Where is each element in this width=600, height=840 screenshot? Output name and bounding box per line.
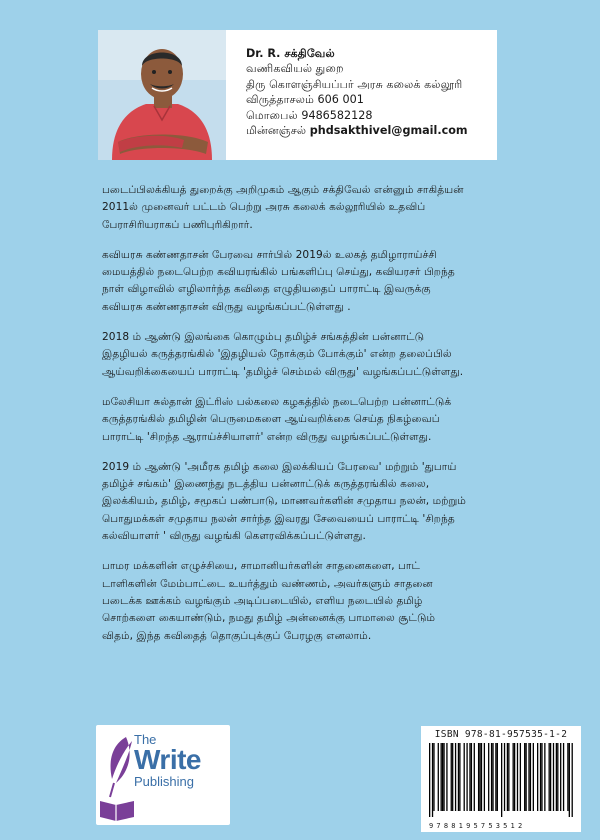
barcode-bar [550, 743, 551, 811]
publisher-logo [96, 725, 230, 825]
author-email-row [246, 123, 468, 138]
author-bio [102, 182, 588, 658]
bio-line: 2019 ம் ஆண்டு 'அமீரக தமிழ் கலை இலக்கியப் பேரவை' மற்றும் 'துபாய் [102, 460, 457, 473]
barcode-bar [567, 743, 568, 811]
barcode-bar [514, 743, 515, 811]
barcode-bar [517, 743, 518, 811]
barcode-bar [484, 743, 485, 811]
bio-paragraph-5 [102, 459, 588, 545]
barcode-bar [488, 743, 489, 811]
bio-line: நாள் விழாவில் எழிலார்ந்த கவிதை எழுதியதைப் பாராட்டி இவருக்கு [102, 283, 431, 296]
barcode-bar [443, 743, 444, 811]
barcode-digits: 9788195753512 [429, 822, 526, 830]
barcode-bar [479, 743, 480, 811]
barcode-bar [458, 743, 459, 811]
mobile-label: மொபைல் [246, 108, 298, 122]
barcode-bar [556, 743, 557, 811]
barcode-bar [481, 743, 482, 811]
bio-line: தமிழ்ச் சங்கம்' இணைந்து நடத்திய பன்னாட்டுக் கருத்தரங்கில் கலை, [102, 478, 430, 491]
logo-the: The [134, 732, 157, 747]
barcode-bar [492, 743, 493, 811]
bio-line: பேராசிரியராகப் பணிபுரிகிறார். [102, 218, 253, 231]
bio-line: கல்வியாளர் ' விருது வழங்கி கௌரவிக்கப்பட்டுள்ளது. [102, 530, 366, 543]
barcode-bar [433, 743, 434, 811]
barcode-bar [541, 743, 542, 811]
barcode-bar [438, 743, 439, 811]
barcode-bar [549, 743, 550, 811]
author-address: விருத்தாசலம் 606 001 [246, 93, 364, 107]
barcode-bar [553, 743, 554, 811]
logo-publishing: Publishing [134, 774, 194, 789]
author-name: Dr. R. சக்திவேல் [246, 47, 335, 60]
author-details [246, 46, 468, 138]
barcode-bar [544, 743, 545, 811]
barcode-bar [466, 743, 467, 811]
barcode-bar [471, 743, 472, 811]
bio-line: பாமர மக்களின் எழுச்சியை, சாமானியர்களின் சாதனைகளை, பாட் [102, 560, 420, 573]
barcode-bar [442, 743, 443, 811]
barcode-bar [507, 743, 508, 811]
barcode-bar [451, 743, 452, 811]
barcode-bar [560, 743, 561, 811]
bio-line: 2018 ம் ஆண்டு இலங்கை கொழும்பு தமிழ்ச் சங்கத்தின் பன்னாட்டு [102, 331, 425, 344]
barcode-bar [491, 743, 492, 811]
bio-line: கவியரசு கண்ணதாசன் விருது வழங்கப்பட்டுள்ளது . [102, 300, 351, 313]
barcode-bar [504, 743, 505, 811]
bio-line: மலேசியா சுல்தான் இட்ரிஸ் பல்கலை கழகத்தில் நடைபெற்ற பன்னாட்டுக் [102, 395, 452, 408]
bio-line: படைப்பிலக்கியத் துறைக்கு அறிமுகம் ஆகும் சக்திவேல் என்னும் சாகித்யன் [102, 184, 464, 196]
barcode-bar [524, 743, 525, 811]
barcode-bar [469, 743, 470, 811]
barcode-bar [432, 743, 433, 817]
bio-line: சொற்களை கையாண்டும், நமது தமிழ் அன்னைக்கு பாமாலை சூட்டும் [102, 612, 436, 625]
bio-line: ஆய்வறிக்கையைப் பாராட்டி 'தமிழ்ச் செம்மல் விருது' வழங்கப்பட்டுள்ளது. [102, 365, 464, 378]
logo-write: Write [134, 744, 201, 775]
bio-paragraph-4 [102, 394, 588, 446]
bio-line: 2011ல் முனைவர் பட்டம் பெற்று அரசு கலைக் கல்லூரியில் உதவிப் [102, 201, 426, 214]
barcode-bar [464, 743, 465, 811]
barcode-bar [572, 743, 573, 817]
barcode-bar [501, 743, 502, 817]
author-college: திரு கொளஞ்சியப்பர் அரசு கலைக் கல்லூரி [246, 77, 463, 91]
isbn-barcode [421, 726, 581, 832]
bio-line: மையத்தில் நடைபெற்ற கவியரங்கில் பங்களிப்பு செய்து, கவியரசர் பிறந்த [102, 266, 455, 279]
mobile-number: 9486582128 [301, 108, 373, 122]
email-label: மின்னஞ்சல் [246, 124, 307, 138]
bio-line: இதழியல் கருத்தரங்கில் 'இதழியல் நோக்கும் போக்கும்' என்ற தலைப்பில் [102, 348, 452, 361]
barcode-bar [563, 743, 564, 811]
author-mobile-row [246, 108, 468, 123]
barcode-bars [429, 743, 573, 817]
bio-line: இலக்கியம், தமிழ், சமூகப் பண்பாடு, மாணவர்களின் சமுதாய நலன், மற்றும் [102, 495, 466, 508]
barcode-bar [474, 743, 475, 811]
bio-line: பொதுமக்கள் சமுதாய நலன் சார்ந்த இவரது சேவையைப் பாராட்டி 'சிறந்த [102, 512, 455, 525]
barcode-bar [540, 743, 541, 811]
barcode-bar [455, 743, 456, 811]
author-photo-illustration [98, 30, 226, 160]
barcode-bar [441, 743, 442, 811]
bio-line: விதம், இந்த கவிதைத் தொகுப்புக்குப் பேரழகு எனலாம். [102, 629, 372, 642]
bio-paragraph-3 [102, 329, 588, 381]
barcode-bar [508, 743, 509, 811]
bio-line: கவியரசு கண்ணதாசன் பேரவை சார்பில் 2019ல் உலகத் தமிழாராய்ச்சி [102, 248, 437, 261]
barcode-bar [537, 743, 538, 811]
quill-book-icon [98, 731, 138, 821]
barcode-bar [497, 743, 498, 811]
bio-line: கருத்தரங்கில் தமிழின் பெருமைகளை ஆய்வறிக்கை செய்த நிகழ்வைப் [102, 413, 440, 426]
barcode-bar [525, 743, 526, 811]
bio-paragraph-1 [102, 182, 588, 234]
barcode-bar [446, 743, 447, 811]
bio-paragraph-2 [102, 247, 588, 316]
barcode-bar [495, 743, 496, 811]
publisher-wordmark [134, 733, 201, 790]
bio-line: பாராட்டி 'சிறந்த ஆராய்ச்சியாளர்' என்ற விருது வழங்கப்பட்டுள்ளது. [102, 430, 432, 443]
barcode-bar [520, 743, 521, 811]
barcode-bar [429, 743, 430, 817]
author-card [98, 30, 497, 160]
author-photo [98, 30, 226, 160]
barcode-bar [452, 743, 453, 811]
isbn-number: ISBN 978-81-957535-1-2 [434, 729, 568, 740]
barcode-bar [533, 743, 534, 811]
barcode-bar [513, 743, 514, 811]
author-department: வணிகவியல் துறை [246, 62, 344, 76]
barcode-bar [459, 743, 460, 811]
bio-paragraph-6 [102, 558, 588, 644]
barcode-bar [569, 743, 570, 817]
barcode-bar [528, 743, 529, 811]
barcode-bar [530, 743, 531, 811]
email-address: phdsakthivel@gmail.com [309, 124, 468, 138]
bio-line: டாளிகளின் மேம்பாட்டை உயர்த்தும் வண்ணம், அவர்களும் சாதனை [102, 577, 433, 590]
barcode-bar [557, 743, 558, 811]
barcode-bar [478, 743, 479, 811]
bio-line: படைக்க ஊக்கம் வழங்கும் அடிப்படையில், எளிய நடையில் தமிழ் [102, 594, 423, 607]
